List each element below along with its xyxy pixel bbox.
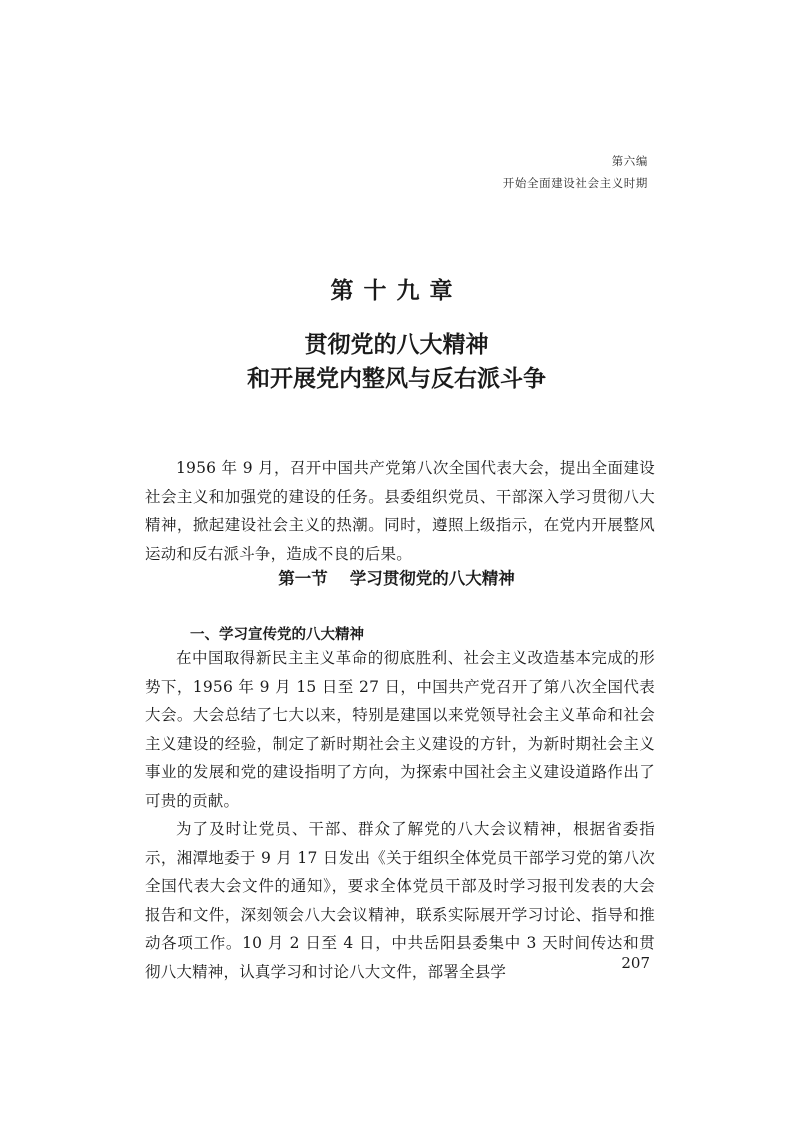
- chapter-number: 第十九章: [330, 277, 463, 304]
- chapter-title-line-2: 和开展党内整风与反右派斗争: [247, 365, 546, 392]
- running-head: [503, 150, 648, 194]
- section-heading: [0, 565, 793, 593]
- body-paragraph: 为了及时让党员、干部、群众了解党的八大会议精神，根据省委指示，湘潭地委于 9 月 17 日发出《关于组织全体党员干部学习党的第八次全国代表大会文件的通知》，要求全体党员干部及时学习报刊发表的大会报告和文件，深刻领会八大会议精神，联系实际展开学习讨论、指导和推动各项工作。10 月 2 日至 4 日，中共岳阳县委集中 3 天时间传达和贯彻八大精神，认真学习和讨论八大文件，部署全县学: [145, 820, 655, 981]
- intro-block: [145, 454, 655, 568]
- subsection-heading: 一、学习宣传党的八大精神: [190, 627, 364, 643]
- intro-paragraph: 1956 年 9 月，召开中国共产党第八次全国代表大会，提出全面建设社会主义和加强党的建设的任务。县委组织党员、干部深入学习贯彻八大精神，掀起建设社会主义的热潮。同时，遵照上级指示，在党内开展整风运动和反右派斗争，造成不良的后果。: [145, 459, 655, 563]
- chapter-title-line-1: 贯彻党的八大精神: [304, 331, 489, 358]
- section-number: 第一节: [278, 569, 328, 588]
- page-number: 207: [621, 954, 650, 972]
- chapter-title: [0, 328, 793, 396]
- body-paragraph: 在中国取得新民主主义革命的彻底胜利、社会主义改造基本完成的形势下，1956 年 9 月 15 日至 27 日，中国共产党召开了第八次全国代表大会。大会总结了七大以来，特别是建国以来党领导社会主义革命和社会主义建设的经验，制定了新时期社会主义建设的方针，为新时期社会主义事业的发展和党的建设指明了方向，为探索中国社会主义建设道路作出了可贵的贡献。: [145, 649, 655, 810]
- running-head-period: 开始全面建设社会主义时期: [502, 176, 648, 190]
- body-text: [145, 644, 655, 986]
- section-title: 学习贯彻党的八大精神: [349, 569, 515, 588]
- running-head-part: 第六编: [611, 154, 648, 168]
